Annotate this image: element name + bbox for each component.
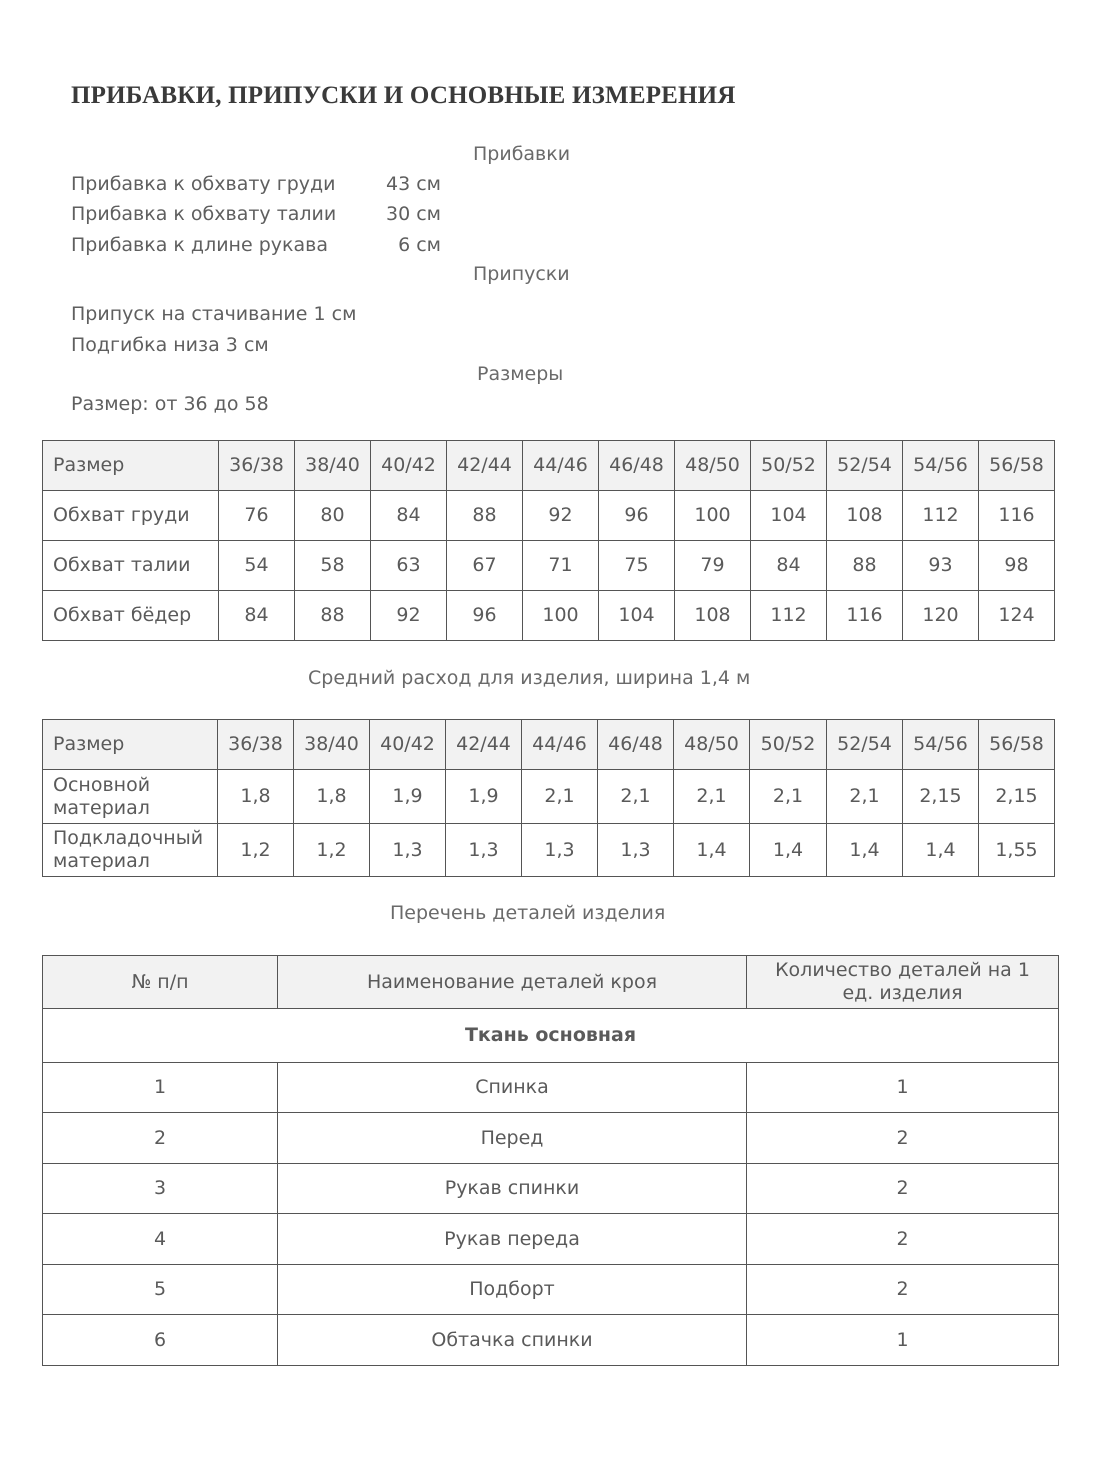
row-label: Подкладочный материал [43,824,218,877]
header-cell: 46/48 [599,441,675,491]
table-cell: 92 [523,491,599,541]
measurements-table [42,440,1055,641]
part-number: 3 [43,1164,278,1214]
table-cell: 98 [979,541,1055,591]
header-cell: 40/42 [371,441,447,491]
table-cell: 71 [523,541,599,591]
header-cell: 44/46 [522,720,598,770]
page-title: ПРИБАВКИ, ПРИПУСКИ И ОСНОВНЫЕ ИЗМЕРЕНИЯ [71,82,736,109]
header-cell: 52/54 [827,720,903,770]
hem-allowance-item: Подгибка низа 3 см [71,334,269,356]
part-name: Обтачка спинки [278,1315,747,1366]
table-header-row [43,956,1059,1009]
table-cell: 84 [219,591,295,641]
part-number: 4 [43,1214,278,1265]
allowance-waist-label: Прибавка к обхвату талии [71,203,337,225]
seam-allowances-heading: Припуски [473,263,570,285]
table-cell: 1,8 [218,770,294,824]
table-cell: 88 [827,541,903,591]
header-cell: 50/52 [751,441,827,491]
fabric-subheader: Ткань основная [43,1009,1059,1063]
table-cell: 124 [979,591,1055,641]
part-quantity: 2 [747,1113,1059,1164]
sizes-heading: Размеры [477,363,564,385]
table-cell: 112 [751,591,827,641]
table-cell: 108 [827,491,903,541]
part-quantity: 1 [747,1315,1059,1366]
table-row [43,824,1055,877]
table-cell: 1,55 [979,824,1055,877]
row-label: Основной материал [43,770,218,824]
table-header-row [43,441,1055,491]
table-cell: 96 [447,591,523,641]
header-cell: 38/40 [294,720,370,770]
table-cell: 54 [219,541,295,591]
table-row [43,1265,1059,1315]
table-cell: 93 [903,541,979,591]
table-cell: 2,1 [827,770,903,824]
table-row [43,1214,1059,1265]
table-cell: 112 [903,491,979,541]
size-range: Размер: от 36 до 58 [71,393,269,415]
table-cell: 116 [979,491,1055,541]
table-cell: 2,1 [750,770,827,824]
part-name: Подборт [278,1265,747,1315]
seam-allowance-item: Припуск на стачивание 1 см [71,303,357,325]
header-cell: Размер [43,720,218,770]
header-cell-quantity: Количество деталей на 1 ед. изделия [747,956,1059,1009]
row-label: Обхват груди [43,491,219,541]
header-cell: 50/52 [750,720,827,770]
header-cell: 56/58 [979,441,1055,491]
header-cell: 56/58 [979,720,1055,770]
table-cell: 75 [599,541,675,591]
header-cell: 46/48 [598,720,674,770]
table-cell: 1,8 [294,770,370,824]
allowance-sleeve-label: Прибавка к длине рукава [71,234,328,256]
parts-table [42,955,1059,1366]
part-quantity: 2 [747,1164,1059,1214]
row-label: Обхват талии [43,541,219,591]
table-cell: 96 [599,491,675,541]
parts-heading: Перечень деталей изделия [390,902,666,924]
table-cell: 104 [599,591,675,641]
table-cell: 2,15 [979,770,1055,824]
table-cell: 120 [903,591,979,641]
table-cell: 1,4 [903,824,979,877]
table-row [43,541,1055,591]
table-cell: 100 [523,591,599,641]
table-cell: 80 [295,491,371,541]
table-cell: 1,4 [750,824,827,877]
table-row [43,770,1055,824]
header-cell: 40/42 [370,720,446,770]
header-cell: 52/54 [827,441,903,491]
table-cell: 1,3 [598,824,674,877]
part-number: 6 [43,1315,278,1366]
header-cell: 48/50 [674,720,750,770]
header-cell: 42/44 [446,720,522,770]
header-cell: 54/56 [903,720,979,770]
table-cell: 100 [675,491,751,541]
table-cell: 2,15 [903,770,979,824]
table-cell: 79 [675,541,751,591]
header-cell: 42/44 [447,441,523,491]
allowance-chest-value: 43 см [386,173,441,195]
part-quantity: 2 [747,1214,1059,1265]
part-quantity: 1 [747,1063,1059,1113]
header-cell: 44/46 [523,441,599,491]
header-cell-name: Наименование деталей кроя [278,956,747,1009]
header-cell: 54/56 [903,441,979,491]
part-number: 2 [43,1113,278,1164]
table-row [43,1315,1059,1366]
table-cell: 2,1 [598,770,674,824]
table-cell: 58 [295,541,371,591]
allowances-heading: Прибавки [473,143,571,165]
table-row [43,591,1055,641]
header-cell: Размер [43,441,219,491]
table-cell: 108 [675,591,751,641]
table-cell: 1,3 [446,824,522,877]
table-cell: 63 [371,541,447,591]
table-cell: 1,3 [522,824,598,877]
header-cell: 36/38 [218,720,294,770]
table-cell: 1,4 [827,824,903,877]
table-cell: 1,4 [674,824,750,877]
consumption-heading: Средний расход для изделия, ширина 1,4 м [308,667,751,689]
table-cell: 67 [447,541,523,591]
table-header-row [43,720,1055,770]
table-cell: 2,1 [674,770,750,824]
table-cell: 1,2 [294,824,370,877]
part-number: 5 [43,1265,278,1315]
part-number: 1 [43,1063,278,1113]
table-cell: 2,1 [522,770,598,824]
header-cell-number: № п/п [43,956,278,1009]
table-cell: 1,9 [370,770,446,824]
table-cell: 104 [751,491,827,541]
table-subheader-row [43,1009,1059,1063]
table-cell: 88 [447,491,523,541]
table-row [43,1063,1059,1113]
part-quantity: 2 [747,1265,1059,1315]
part-name: Спинка [278,1063,747,1113]
table-row [43,1113,1059,1164]
table-cell: 116 [827,591,903,641]
table-row [43,1164,1059,1214]
allowance-chest-label: Прибавка к обхвату груди [71,173,336,195]
table-cell: 84 [751,541,827,591]
table-cell: 1,2 [218,824,294,877]
table-cell: 92 [371,591,447,641]
table-cell: 88 [295,591,371,641]
allowance-sleeve-value: 6 см [398,234,441,256]
header-cell: 36/38 [219,441,295,491]
row-label: Обхват бёдер [43,591,219,641]
table-cell: 76 [219,491,295,541]
part-name: Перед [278,1113,747,1164]
table-row [43,491,1055,541]
allowance-waist-value: 30 см [386,203,441,225]
consumption-table [42,719,1055,877]
part-name: Рукав переда [278,1214,747,1265]
table-cell: 1,9 [446,770,522,824]
header-cell: 38/40 [295,441,371,491]
header-cell: 48/50 [675,441,751,491]
table-cell: 84 [371,491,447,541]
part-name: Рукав спинки [278,1164,747,1214]
table-cell: 1,3 [370,824,446,877]
